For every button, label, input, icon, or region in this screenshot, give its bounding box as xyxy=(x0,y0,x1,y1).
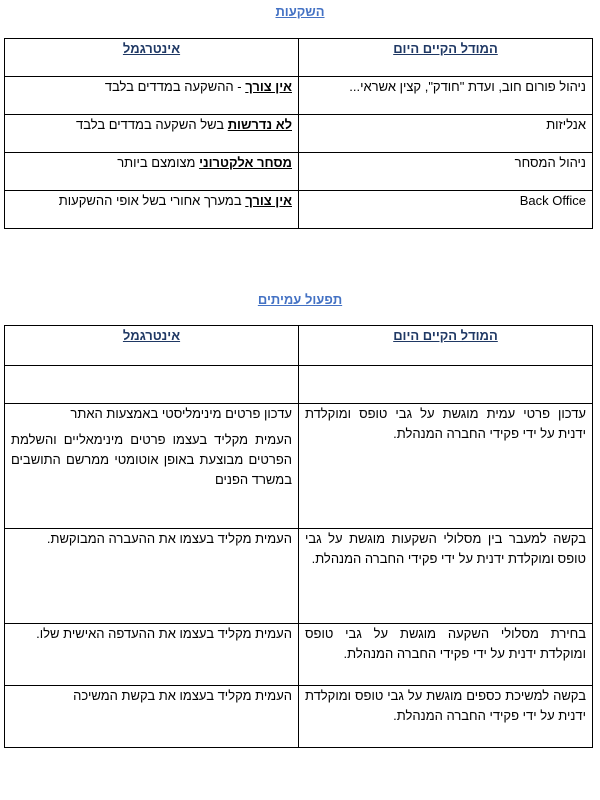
table-row xyxy=(5,624,593,686)
table-header-row xyxy=(5,326,593,366)
emphasis-text: אין צורך xyxy=(245,193,292,208)
cell-intergemel xyxy=(5,191,299,229)
table-row xyxy=(5,115,593,153)
cell-intergemel xyxy=(5,115,299,153)
header-current-model: המודל הקיים היום xyxy=(299,39,593,77)
header-current-model: המודל הקיים היום xyxy=(299,326,593,366)
table-header-row xyxy=(5,39,593,77)
cell-current: עדכון פרטי עמית מוגשת על גבי טופס ומוקלדת ידנית על ידי פקידי החברה המנהלת. xyxy=(299,404,593,529)
cell-current: בקשה למשיכת כספים מוגשת על גבי טופס ומוקלדת ידנית על ידי פקידי החברה המנהלת. xyxy=(299,686,593,748)
table-row xyxy=(5,77,593,115)
cell-current: ניהול המסחר xyxy=(299,153,593,191)
cell-current: אנליזות xyxy=(299,115,593,153)
table-row xyxy=(5,529,593,624)
cell-intergemel xyxy=(5,77,299,115)
cell-intergemel xyxy=(5,404,299,529)
cell-current xyxy=(299,191,593,229)
header-intergemel: אינטרגמל xyxy=(5,326,299,366)
emphasis-text: לא נדרשות xyxy=(227,117,292,132)
emphasis-text: אין צורך xyxy=(245,79,292,94)
section-title-investments: השקעות xyxy=(275,4,325,19)
cell-intergemel xyxy=(5,366,299,404)
emphasis-text: מסחר אלקטרוני xyxy=(199,155,292,170)
cell-text: במערך אחורי בשל אופי ההשקעות xyxy=(58,193,246,208)
cell-current: בקשה למעבר בין מסלולי השקעות מוגשת על גבי טופס ומוקלדת ידנית על ידי פקידי החברה המנהלת. xyxy=(299,529,593,624)
cell-intergemel xyxy=(5,153,299,191)
cell-current xyxy=(299,366,593,404)
cell-current: בחירת מסלולי השקעה מוגשת על גבי טופס ומוקלדת ידנית על ידי פקידי החברה המנהלת. xyxy=(299,624,593,686)
member-operations-table xyxy=(4,325,593,748)
cell-text: מצומצם ביותר xyxy=(117,155,200,170)
table-row xyxy=(5,404,593,529)
table-row xyxy=(5,686,593,748)
cell-text: Back Office xyxy=(519,193,586,208)
table-row-empty xyxy=(5,366,593,404)
cell-current: ניהול פורום חוב, ועדת "חודק", קצין אשראי... xyxy=(299,77,593,115)
header-intergemel: אינטרגמל xyxy=(5,39,299,77)
cell-text: עדכון פרטים מינימליסטי באמצעות האתר xyxy=(70,406,292,421)
table-row xyxy=(5,191,593,229)
cell-intergemel: העמית מקליד בעצמו את בקשת המשיכה xyxy=(5,686,299,748)
table-row xyxy=(5,153,593,191)
cell-intergemel: העמית מקליד בעצמו את ההעדפה האישית שלו. xyxy=(5,624,299,686)
cell-text: בשל השקעה במדדים בלבד xyxy=(75,117,228,132)
cell-text: - ההשקעה במדדים בלבד xyxy=(104,79,246,94)
section-title-member-operations: תפעול עמיתים xyxy=(257,292,343,307)
cell-text: העמית מקליד בעצמו פרטים מינימאליים והשלמת הפרטים מבוצעת באופן אוטומטי ממרשם התושבים במשרד הפנים xyxy=(11,432,292,487)
investments-table xyxy=(4,38,593,229)
cell-intergemel: העמית מקליד בעצמו את ההעברה המבוקשת. xyxy=(5,529,299,624)
